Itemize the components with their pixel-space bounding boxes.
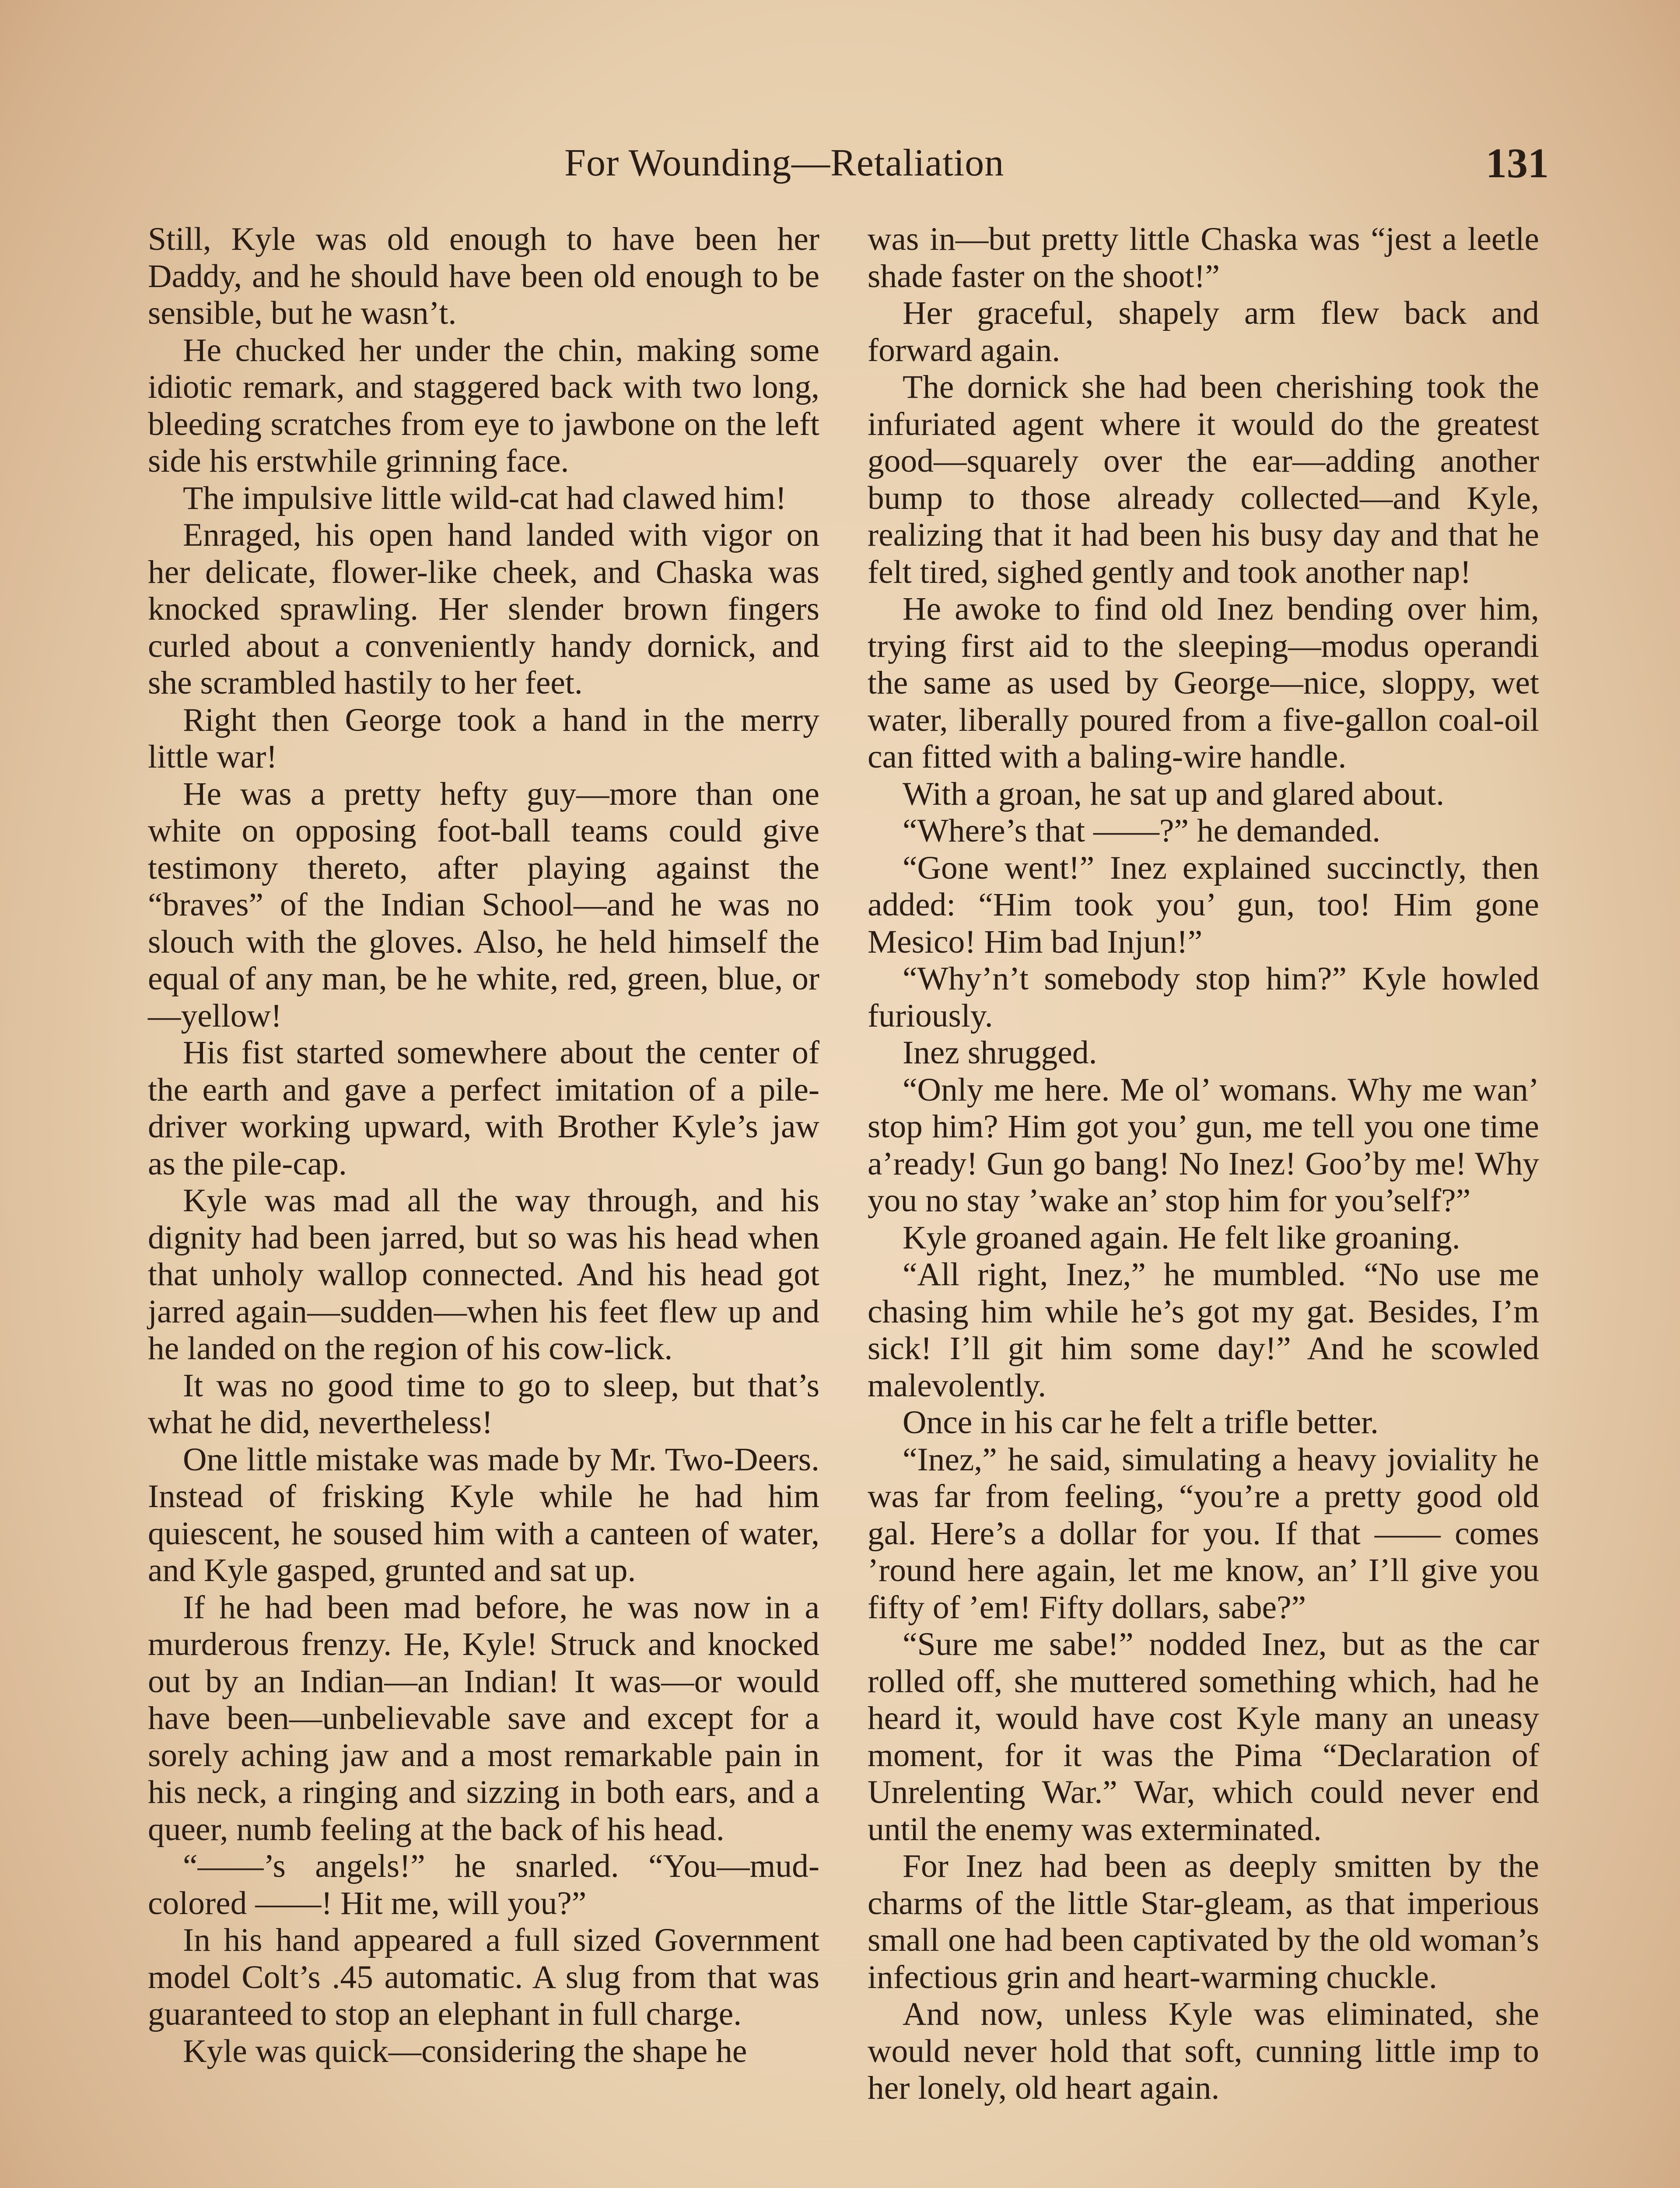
left-column: [148, 221, 819, 2107]
paragraph: Kyle groaned again. He felt like groaning.: [903, 1219, 1460, 1256]
paragraph: His fist started somewhere about the center of the earth and gave a perfect imitation of a pile-driver working upward, with Brother Kyle’s jaw as the pile-cap.: [148, 1034, 819, 1182]
paragraph: Enraged, his open hand landed with vigor on her delicate, flower-like cheek, and Chaska was knocked sprawling. Her slender brown fingers curled about a conveniently handy dornick, and she scrambled hastily to her feet.: [148, 517, 819, 701]
paragraph: Once in his car he felt a trifle better.: [903, 1404, 1379, 1441]
paragraph: In his hand appeared a full sized Government model Colt’s .45 automatic. A slug from that was guaranteed to stop an elephant in full charge.: [148, 1922, 819, 2032]
paragraph: The dornick she had been cherishing took the infuriated agent where it would do the greatest good—squarely over the ear—adding another bump to those already collected—and Kyle, realizing that it had been his busy day and that he felt tired, sighed gently and took another nap!: [868, 369, 1539, 590]
paragraph: And now, unless Kyle was eliminated, she would never hold that soft, cunning little imp to her lonely, old heart again.: [868, 1996, 1539, 2106]
paragraph: Inez shrugged.: [903, 1034, 1097, 1071]
paragraph: Kyle was mad all the way through, and his dignity had been jarred, but so was his head when that unholy wallop connected. And his head got jarred again—sudden—when his feet flew up and he landed on the region of his cow-lick.: [148, 1182, 819, 1367]
running-header: [0, 139, 1680, 187]
paragraph: “Why’n’t somebody stop him?” Kyle howled furiously.: [868, 961, 1539, 1034]
paragraph: “——’s angels!” he snarled. “You—mud-colored ——! Hit me, will you?”: [148, 1848, 819, 1922]
paragraph: Right then George took a hand in the merry little war!: [148, 701, 819, 775]
paragraph: It was no good time to go to sleep, but that’s what he did, nevertheless!: [148, 1367, 819, 1441]
paragraph: Still, Kyle was old enough to have been her Daddy, and he should have been old enough to be sensible, but he wasn’t.: [148, 221, 819, 331]
paragraph: If he had been mad before, he was now in a murderous frenzy. He, Kyle! Struck and knocked out by an Indian—an Indian! It was—or would have been—unbelievable save and except for a sorely aching jaw and a most remarkable pain in his neck, a ringing and sizzing in both ears, and a queer, numb feeling at the back of his head.: [148, 1589, 819, 1848]
paragraph-continuation: was in—but pretty little Chaska was “jest a leetle shade faster on the shoot!”: [868, 221, 1539, 295]
paragraph: “Only me here. Me ol’ womans. Why me wan’ stop him? Him got you’ gun, me tell you one time a’ready! Gun go bang! No Inez! Goo’by me! Why you no stay ’wake an’ stop him for you’self?”: [868, 1071, 1539, 1219]
paragraph: He awoke to find old Inez bending over him, trying first aid to the sleeping—modus operandi the same as used by George—nice, sloppy, wet water, liberally poured from a five-gallon coal-oil can fitted with a baling-wire handle.: [868, 591, 1539, 775]
paragraph: “Sure me sabe!” nodded Inez, but as the car rolled off, she muttered something which, had he heard it, would have cost Kyle many an uneasy moment, for it was the Pima “Declaration of Unrelenting War.” War, which could never end until the enemy was exterminated.: [868, 1626, 1539, 1848]
right-column: [868, 221, 1539, 2107]
page-number: 131: [1486, 140, 1549, 186]
paragraph: For Inez had been as deeply smitten by the charms of the little Star-gleam, as that imperious small one had been captivated by the old woman’s infectious grin and heart-warming chuckle.: [868, 1848, 1539, 1995]
paragraph: Kyle was quick—considering the shape he: [183, 2033, 747, 2069]
paragraph: One little mistake was made by Mr. Two-Deers. Instead of frisking Kyle while he had him quiescent, he soused him with a canteen of water, and Kyle gasped, grunted and sat up.: [148, 1441, 819, 1588]
text-columns: [148, 221, 1539, 2107]
paragraph: He was a pretty hefty guy—more than one white on opposing foot-ball teams could give testimony thereto, after playing against the “braves” of the Indian School—and he was no slouch with the gloves. Also, he held himself the equal of any man, be he white, red, green, blue, or—yellow!: [148, 775, 819, 1034]
paragraph: He chucked her under the chin, making some idiotic remark, and staggered back with two long, bleeding scratches from eye to jawbone on the left side his erstwhile grinning face.: [148, 332, 819, 479]
paragraph: “All right, Inez,” he mumbled. “No use me chasing him while he’s got my gat. Besides, I’m sick! I’ll git him some day!” And he scowled malevolently.: [868, 1256, 1539, 1404]
paragraph: “Where’s that ——?” he demanded.: [903, 813, 1381, 849]
paragraph: “Inez,” he said, simulating a heavy joviality he was far from feeling, “you’re a pretty good old gal. Here’s a dollar for you. If that —— comes ’round here again, let me know, an’ I’ll give you fifty of ’em! Fifty dollars, sabe?”: [868, 1441, 1539, 1626]
paragraph: With a groan, he sat up and glared about.: [903, 775, 1445, 812]
running-title: For Wounding—Retaliation: [564, 142, 1004, 184]
paragraph: Her graceful, shapely arm flew back and forward again.: [868, 295, 1539, 368]
paragraph: The impulsive little wild-cat had clawed him!: [183, 480, 787, 516]
paragraph: “Gone went!” Inez explained succinctly, then added: “Him took you’ gun, too! Him gone Mesico! Him bad Injun!”: [868, 849, 1539, 960]
